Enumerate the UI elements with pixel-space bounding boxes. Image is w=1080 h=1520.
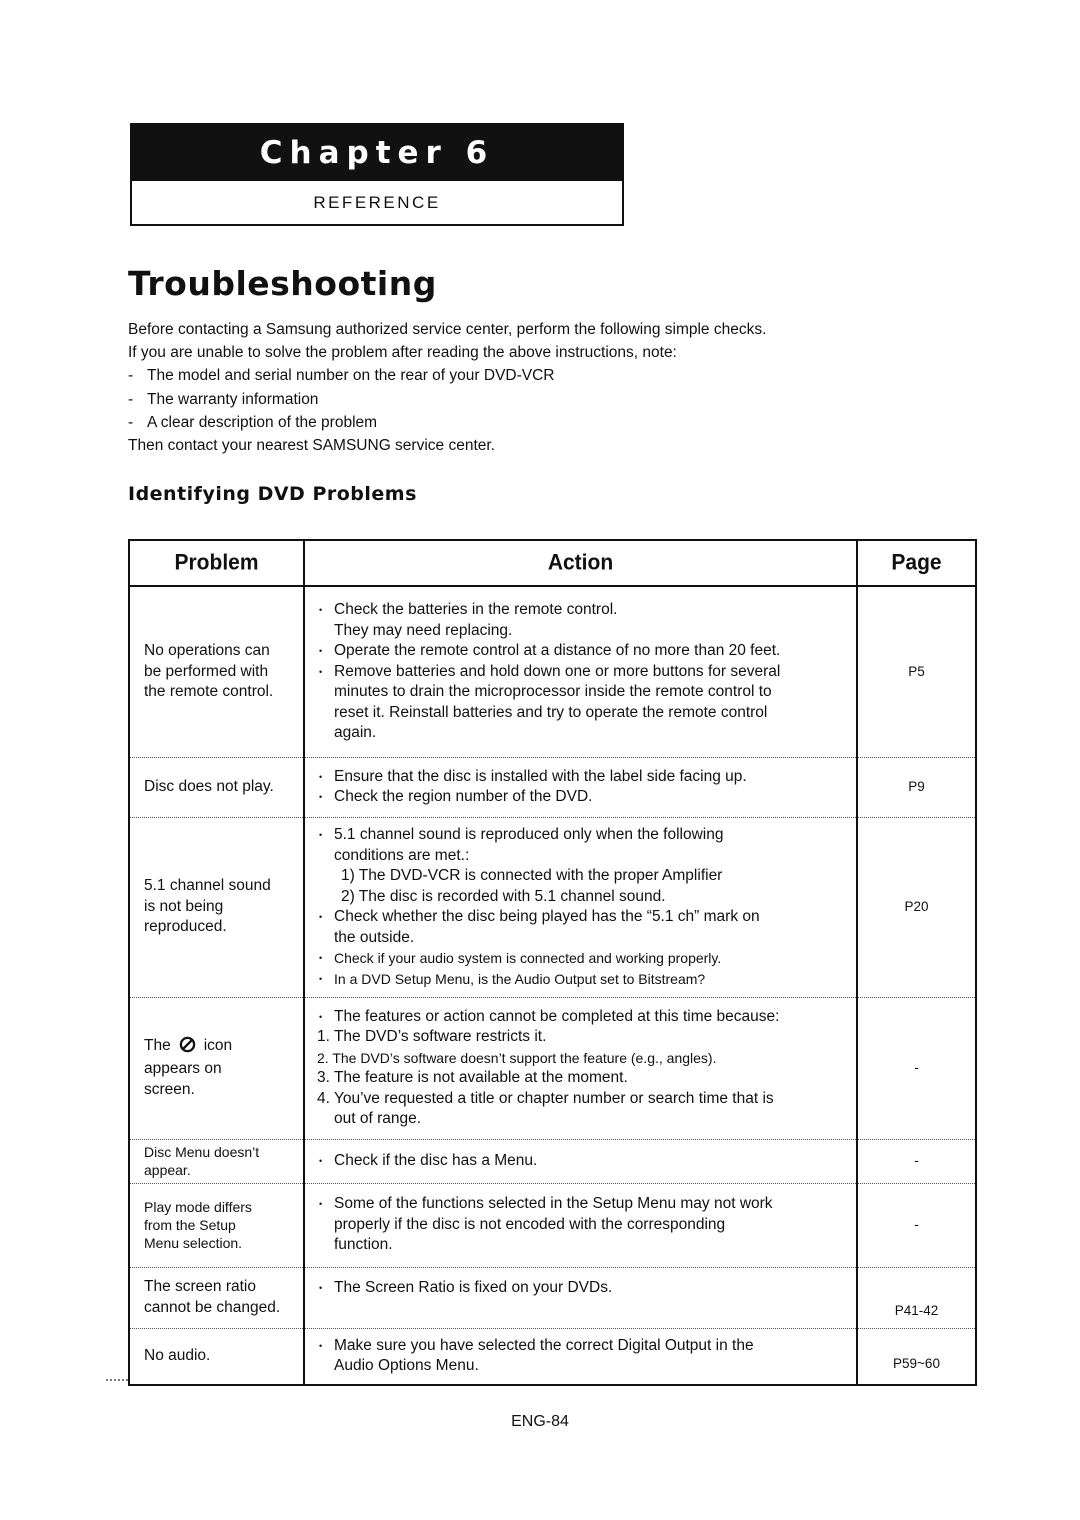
action-line: 3. The feature is not available at the moment. [317, 1069, 628, 1086]
page-cell: - [857, 997, 976, 1139]
problem-line: appear. [144, 1162, 191, 1178]
action-cell [304, 757, 857, 817]
problem-text: The [144, 1036, 171, 1054]
action-line: 1. The DVD’s software restricts it. [317, 1028, 547, 1045]
table-row [129, 1267, 976, 1328]
problem-cell [129, 1267, 304, 1328]
problem-line: is not being [144, 897, 224, 915]
table-row [129, 997, 976, 1139]
header-page: Page [857, 539, 976, 587]
table-row [129, 757, 976, 817]
action-line: • Make sure you have selected the correct Digital Output in the [317, 1336, 844, 1357]
page-cell: P5 [857, 586, 976, 757]
intro-bullet: - A clear description of the problem [128, 411, 948, 434]
problem-line: No operations can [144, 642, 270, 659]
page-cell: P20 [857, 817, 976, 997]
problem-line: Disc does not play. [144, 777, 274, 795]
action-line: • 5.1 channel sound is reproduced only when the following [317, 825, 844, 846]
action-line: • Ensure that the disc is installed with the label side facing up. [317, 767, 844, 788]
action-line: again. [334, 724, 377, 741]
intro-bullet: - The model and serial number on the rear of your DVD-VCR [128, 364, 948, 387]
intro-bullet: - The warranty information [128, 388, 948, 411]
intro-line: Before contacting a Samsung authorized service center, perform the following simple checks. [128, 321, 767, 338]
problem-cell [129, 586, 304, 757]
problem-line [144, 1036, 303, 1060]
action-line: minutes to drain the microprocessor inside the remote control to [334, 683, 772, 700]
problem-line: screen. [144, 1080, 195, 1098]
action-line: • The features or action cannot be completed at this time because: [317, 1007, 844, 1028]
decorative-dotted-line [106, 1379, 128, 1381]
page-cell: P41-42 [857, 1267, 976, 1328]
problem-line: from the Setup [144, 1217, 236, 1233]
problem-line: be performed with [144, 662, 269, 680]
action-line: • Remove batteries and hold down one or more buttons for several [317, 662, 844, 683]
problem-line: the remote control. [144, 683, 274, 700]
table-row [129, 1328, 976, 1385]
problem-line: appears on [144, 1060, 222, 1078]
chapter-title: Chapter 6 [132, 125, 622, 181]
action-cell [304, 1328, 857, 1385]
page-cell: P9 [857, 757, 976, 817]
header-action: Action [304, 539, 857, 587]
chapter-subtitle: REFERENCE [313, 193, 441, 212]
intro-line: Then contact your nearest SAMSUNG service center. [128, 437, 495, 455]
problem-text: icon [203, 1036, 233, 1054]
action-line: • Some of the functions selected in the Setup Menu may not work [317, 1194, 844, 1215]
problem-line: The screen ratio [144, 1278, 256, 1295]
action-line: Audio Options Menu. [334, 1357, 479, 1375]
action-line: • Check the batteries in the remote control. [317, 600, 844, 621]
action-line: out of range. [334, 1110, 422, 1127]
action-line: • The Screen Ratio is fixed on your DVDs. [317, 1278, 844, 1299]
action-line: 4. You’ve requested a title or chapter number or search time that is [317, 1089, 774, 1107]
problem-cell [129, 997, 304, 1139]
action-cell [304, 586, 857, 757]
problem-line: reproduced. [144, 918, 227, 936]
problem-line: Disc Menu doesn’t [144, 1144, 260, 1160]
problem-cell [129, 1183, 304, 1267]
problem-cell [129, 1328, 304, 1385]
action-line: properly if the disc is not encoded with the corresponding [334, 1215, 726, 1233]
problem-line: Menu selection. [144, 1235, 243, 1251]
intro-text [128, 318, 948, 457]
header-problem: Problem [129, 539, 304, 587]
action-line: 1) The DVD-VCR is connected with the proper Amplifier [341, 867, 723, 884]
problem-line: 5.1 channel sound [144, 877, 271, 895]
action-cell [304, 1183, 857, 1267]
table-row [129, 586, 976, 757]
action-line: They may need replacing. [334, 621, 513, 639]
problem-line: cannot be changed. [144, 1298, 281, 1316]
action-line: • Operate the remote control at a distance of no more than 20 feet. [317, 641, 844, 662]
page-cell: P59~60 [857, 1328, 976, 1385]
action-cell [304, 997, 857, 1139]
action-line: • Check whether the disc being played has the “5.1 ch” mark on [317, 907, 844, 928]
prohibited-icon [179, 1036, 196, 1060]
section-title: Identifying DVD Problems [128, 483, 417, 505]
problem-cell [129, 757, 304, 817]
troubleshooting-table [128, 539, 977, 1386]
action-line: reset it. Reinstall batteries and try to operate the remote control [334, 703, 768, 721]
table-row [129, 1139, 976, 1183]
action-line: • Check if the disc has a Menu. [317, 1151, 844, 1172]
intro-line: If you are unable to solve the problem after reading the above instructions, note: [128, 344, 677, 362]
page-title: Troubleshooting [128, 264, 437, 303]
action-line: 2) The disc is recorded with 5.1 channel sound. [341, 887, 666, 905]
problem-line: Play mode differs [144, 1199, 252, 1215]
table-row [129, 1183, 976, 1267]
action-cell [304, 1139, 857, 1183]
problem-line: No audio. [144, 1347, 211, 1364]
page-cell: - [857, 1139, 976, 1183]
table-row [129, 817, 976, 997]
action-line: • Check the region number of the DVD. [317, 787, 844, 808]
page-number: ENG-84 [511, 1413, 569, 1430]
action-line: • In a DVD Setup Menu, is the Audio Output set to Bitstream? [317, 969, 844, 990]
action-line: 2. The DVD’s software doesn’t support the feature (e.g., angles). [317, 1049, 717, 1066]
problem-cell [129, 1139, 304, 1183]
action-line: conditions are met.: [334, 846, 470, 864]
action-cell [304, 1267, 857, 1328]
action-cell [304, 817, 857, 997]
action-line: the outside. [334, 928, 415, 946]
problem-cell [129, 817, 304, 997]
action-line: function. [334, 1236, 393, 1254]
page-cell: - [857, 1183, 976, 1267]
action-line: • Check if your audio system is connected and working properly. [317, 948, 844, 969]
chapter-header [130, 123, 624, 226]
